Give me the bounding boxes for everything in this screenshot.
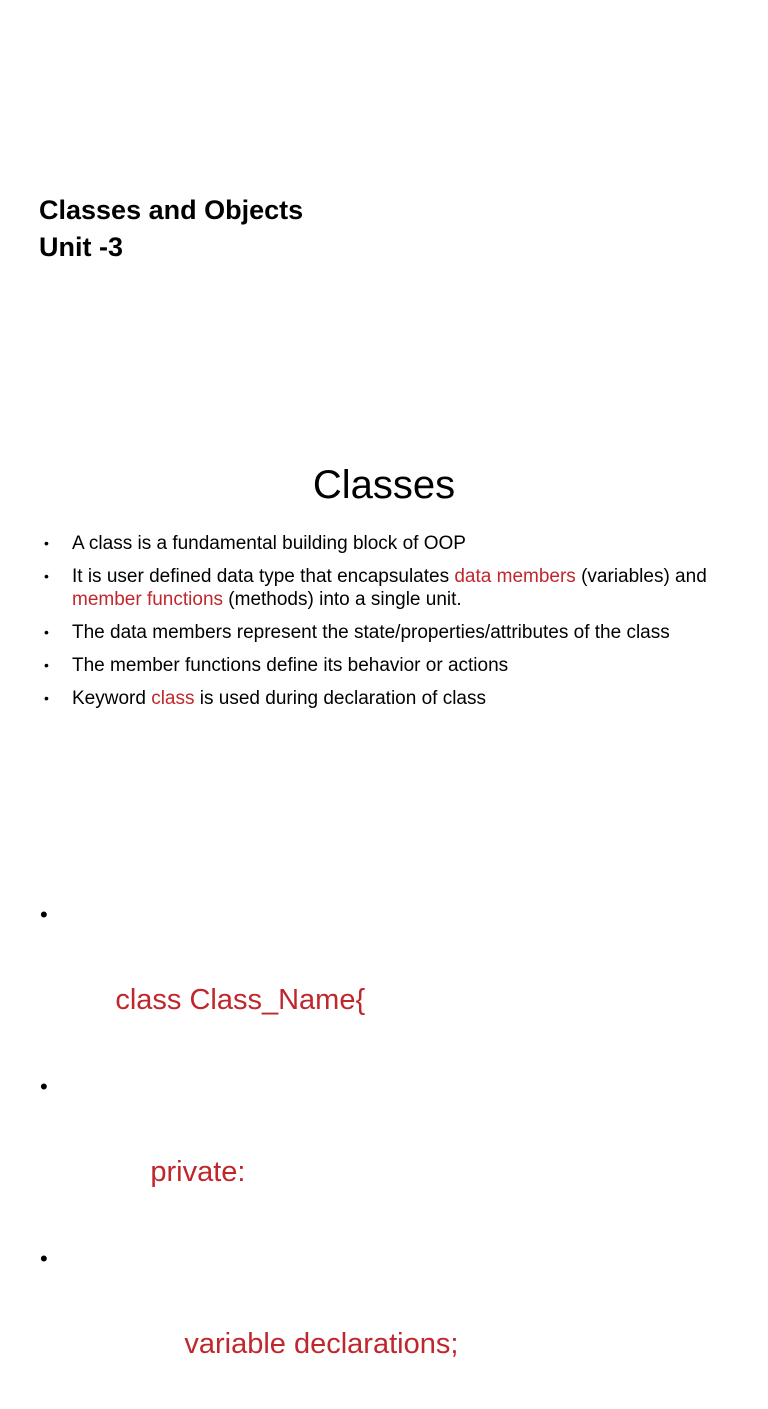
section-heading: Classes bbox=[312, 463, 456, 507]
page-title bbox=[39, 192, 303, 266]
code-text: class Class_Name{ bbox=[115, 984, 366, 1016]
bullet-text: Keyword bbox=[72, 688, 152, 709]
list-item bbox=[44, 654, 724, 677]
bullet-icon: • bbox=[44, 568, 49, 584]
bullet-text: It is user defined data type that encapsulates bbox=[72, 566, 455, 587]
bullet-icon: • bbox=[40, 1074, 48, 1099]
code-line bbox=[40, 1065, 458, 1237]
bullet-text: A class is a fundamental building block of OOP bbox=[72, 533, 466, 554]
title-line-2: Unit -3 bbox=[39, 232, 123, 262]
list-item bbox=[44, 621, 724, 644]
bullet-icon: • bbox=[44, 657, 49, 673]
code-line bbox=[40, 893, 458, 1065]
list-item bbox=[44, 532, 724, 555]
list-item bbox=[44, 565, 724, 611]
bullet-text: (methods) into a single unit. bbox=[223, 589, 462, 610]
keyword-highlight: data members bbox=[454, 566, 576, 587]
code-text: private: bbox=[150, 1156, 246, 1188]
bullet-text: (variables) and bbox=[575, 566, 707, 587]
keyword-highlight: member functions bbox=[72, 589, 224, 610]
code-text: variable declarations; bbox=[184, 1328, 459, 1360]
bullet-text: The member functions define its behavior or actions bbox=[72, 655, 509, 676]
bullet-icon: • bbox=[44, 624, 49, 640]
code-list bbox=[40, 893, 458, 1409]
bullet-text: The data members represent the state/properties/attributes of the class bbox=[72, 622, 670, 643]
bullet-icon: • bbox=[40, 902, 48, 927]
code-line bbox=[40, 1237, 458, 1409]
bullet-text: is used during declaration of class bbox=[194, 688, 486, 709]
bullet-list bbox=[44, 532, 724, 720]
list-item bbox=[44, 687, 724, 710]
keyword-highlight: class bbox=[151, 688, 195, 709]
bullet-icon: • bbox=[44, 690, 49, 706]
bullet-icon: • bbox=[40, 1246, 48, 1271]
title-line-1: Classes and Objects bbox=[39, 195, 304, 225]
bullet-icon: • bbox=[44, 535, 49, 551]
